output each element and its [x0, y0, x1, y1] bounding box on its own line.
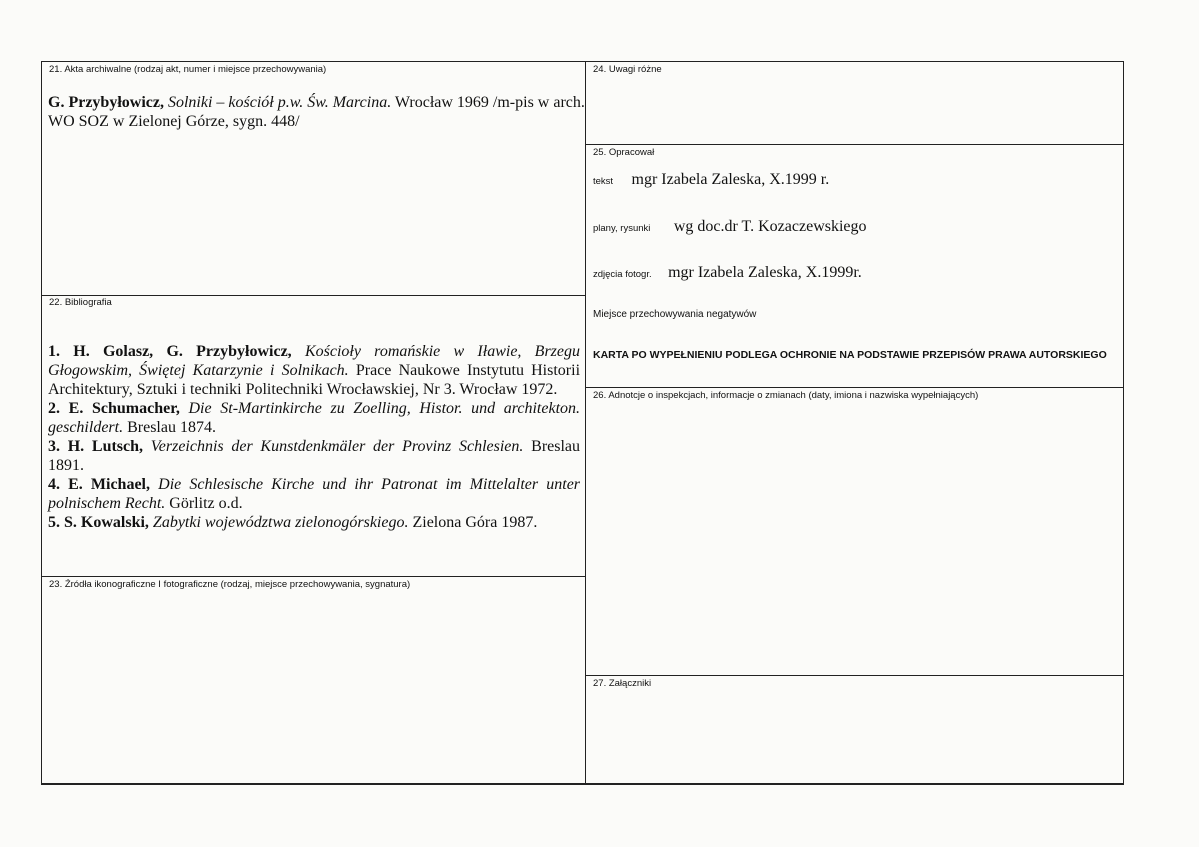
bibliography-details: Breslau 1874. [127, 419, 216, 436]
bibliography-list [48, 342, 580, 532]
section-23-iconographic-sources [41, 576, 586, 785]
bibliography-title: Verzeichnis der Kunstdenkmäler der Provinz Schlesien. [150, 438, 524, 455]
bibliography-item [48, 475, 580, 513]
bibliography-details: Prace Naukowe Instytutu Historii Architektury, Sztuki i techniki Politechniki Wrocławskiej, Nr 3. Wrocław 1972. [48, 362, 581, 398]
bibliography-title: Die Schlesische Kirche und ihr Patronat im Mittelalter unter polnischem Recht. [48, 476, 581, 512]
bibliography-author: E. Michael, [68, 476, 151, 493]
section-21-header: 21. Akta archiwalne (rodzaj akt, numer i miejsce przechowywania) [49, 64, 327, 75]
bibliography-title: Die St-Martinkirche zu Zoelling, Histor. und architekton. geschildert. [48, 400, 581, 436]
bibliography-number: 5. [48, 514, 60, 531]
archival-details: Wrocław 1969 /m-pis w arch. WO SOZ w Zielonej Górze, sygn. 448/ [48, 94, 585, 130]
bibliography-details: Görlitz o.d. [169, 495, 243, 512]
plans-label: plany, rysunki [593, 223, 651, 234]
archival-author: G. Przybyłowicz, [48, 94, 164, 111]
bibliography-title: Kościoły romańskie w Iławie, Brzegu Głogowskim, Świętej Katarzynie i Solnikach. [48, 343, 581, 379]
negatives-location-label: Miejsce przechowywania negatywów [593, 309, 757, 320]
photos-value: mgr Izabela Zaleska, X.1999r. [668, 264, 862, 281]
photos-label: zdjęcia fotogr. [593, 269, 652, 280]
bibliography-item [48, 342, 580, 399]
bibliography-item [48, 513, 580, 532]
archival-entry [48, 93, 588, 131]
section-26-header: 26. Adnotcje o inspekcjach, informacje o zmianach (daty, imiona i nazwiska wypełniających) [593, 390, 979, 401]
section-25-header: 25. Opracował [593, 147, 655, 158]
bibliography-author: E. Schumacher, [68, 400, 180, 417]
bibliography-title: Zabytki województwa zielonogórskiego. [152, 514, 409, 531]
bibliography-details: Breslau 1891. [48, 438, 581, 474]
archival-title: Solniki – kościół p.w. Św. Marcina. [167, 94, 392, 111]
bibliography-number: 3. [48, 438, 60, 455]
bibliography-number: 4. [48, 476, 60, 493]
plans-row [593, 218, 867, 236]
plans-value: wg doc.dr T. Kozaczewskiego [673, 218, 867, 235]
bibliography-author: H. Lutsch, [67, 438, 144, 455]
copyright-notice: KARTA PO WYPEŁNIENIU PODLEGA OCHRONIE NA PODSTAWIE PRZEPISÓW PRAWA AUTORSKIEGO [593, 349, 1107, 361]
section-22-bibliography [41, 295, 586, 577]
section-27-attachments [585, 675, 1124, 785]
section-24-header: 24. Uwagi różne [593, 64, 662, 75]
bibliography-number: 2. [48, 400, 60, 417]
bibliography-author: H. Golasz, G. Przybyłowicz, [73, 343, 292, 360]
section-23-header: 23. Źródła ikonograficzne I fotograficzne (rodzaj, miejsce przechowywania, sygnatura) [49, 579, 411, 590]
section-22-header: 22. Bibliografia [49, 297, 112, 308]
section-26-inspection-notes [585, 387, 1124, 676]
text-author-row [593, 171, 829, 189]
text-author-value: mgr Izabela Zaleska, X.1999 r. [631, 171, 830, 188]
bibliography-item [48, 399, 580, 437]
bibliography-item [48, 437, 580, 475]
section-27-header: 27. Załączniki [593, 678, 652, 689]
section-25-prepared-by [585, 144, 1124, 388]
bibliography-number: 1. [48, 343, 60, 360]
bibliography-details: Zielona Góra 1987. [412, 514, 538, 531]
section-24-remarks [585, 61, 1124, 145]
text-label: tekst [593, 176, 614, 187]
bibliography-author: S. Kowalski, [64, 514, 149, 531]
section-21-archival-records [41, 61, 586, 296]
photos-row [593, 264, 862, 282]
